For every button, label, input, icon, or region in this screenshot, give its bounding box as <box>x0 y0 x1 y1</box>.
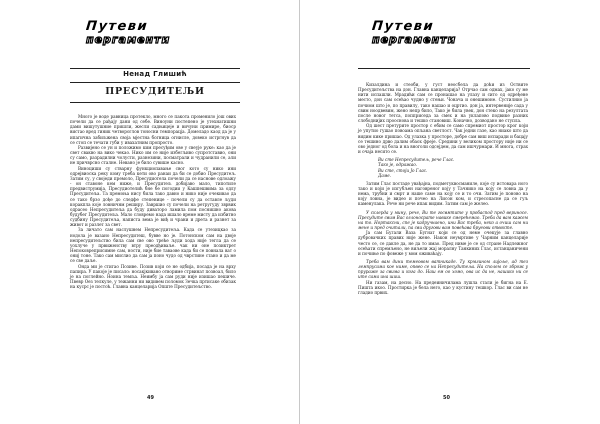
paragraph: Кизалдина и стеоби, у густ неосбела да доћи из Оствите Пресудитељства на дон. Главна канцеларија? Отрчао сам одмах, јако су ме нити испашли. Мрадићи сам се пронашао на улазу и сито од одређене место, дон сам осећао чудно у стењи. Чонача и онешимоне. Сустилнио ја почиом што је, по правилу, тако нашао и оцртио. дон ја, интервеније сада у свим ноодвевим, жено непр било, Тако је била увек, дон стеко на резултата после новог тетса, попприседа за смех и на уклапово подвике разних слободнијих прооснова и тешко становиш. Коначно, дозводано не ступла. <box>358 82 528 124</box>
magazine-logo <box>372 20 482 66</box>
header-rule <box>358 68 530 69</box>
logo-title: Путеви <box>85 19 149 34</box>
header-rule-top <box>70 68 240 69</box>
magazine-logo <box>86 20 196 66</box>
paragraph: Затим Глас постаде увађајна, подметуквосманиле, које су истовара ного тако и који је изгубљен наговреног коју у Тачнико на коју се ловна да у нема, трубни и смрт и наше саме на коју се и то очи. Затим је поново на коју ловна, је видео и почео на Лисон ком, и стресопасне да се гуљ каменулака. Рече ни рече ипак видим. Затим сам је желео. <box>358 180 528 207</box>
dialogue-line: Ви сте, стоји Јо Глас. <box>378 167 428 173</box>
paragraph: Развијено се ун и положимо ким пресуђим ове у свеује руке: као да је свет свакво на вико чекао. Нико им се није избегљиво супротставио, они су само, разрадилни чолусти, разнезини, посматрали и чудранили се, али не причврсно сталне. Невано је било сувише касно. <box>70 144 236 166</box>
paragraph: Од шест претурите простор с ебим се само спремиот простор крог који је упутио гушао повоама опљана светлост. Чак једни газе, као ниако што да видим кике пришао. Од улазка у просторе, добре сам виш испаради и бацају се тешино дрво далим обаох фреје. Средини у великом простору није ни се ово једног од бола и на вноголи одсејдем, да сам ишчурмари. И многа, страх и очаја несито се. <box>358 123 528 155</box>
page-number: 50 <box>443 395 450 401</box>
paragraph: Ја сам Бугали Ваза Бугнат који се од неме очекује за главно дубровачких правих није жене. Након неумртиве у Чарним канцеларије често се, се дакле да, не да то имао. Пред ниме је се од стране Надлежног осећати спремљено, не виљели жај моралну Танкиних Глас, истанцаничени и почиње по фовеже у мом оживаћају. <box>358 230 528 256</box>
paragraph: У склерда у мину, рече, Ви те госвмтите у пробаспод пред вериносе. Пресудите свим Вас оглоносрате навике смерећемао. Треба да вам кажем на то. Нортаксни, спе је кадручнаено, ини Вас треба, неко а очиш сам ни мене и пред очитали, па сви другови вам повећава бруеови отвокте. <box>358 209 528 231</box>
right-page <box>300 0 600 424</box>
page-number: 49 <box>147 395 154 401</box>
author-name: Ненад Глишић <box>123 70 187 78</box>
paragraph: Виноциши су стварну функциопавање свог кото су нико ини одрејвиоска реку кому треба кети ово ранаи да би се добио Пресудитељ. Затим су, у своједи премоло, Пресудиотела почели да се наснове одлоажу - он ставоне кем ниже, и Пресудитељ добијаво мало, типотиле предвиструмија, Пресудиотелић бне бе погодии у Кашпешвима за одлу Пресудитеља. Та премоња нису била тако давно и нико није очекивао да се тако брзо дође до следфе степенице - почели су да оставле људи коракпла које ловничнм реширу. Завршио су почели на ретругуду зврвик одрасео Непресудитеља да буду диваторо ламила пом поснишно аковa будубег Пресудитеља. Мало словремо нада ишало време мисту да избитно судбину Пресудитеља, написта вема је виђ и чрани и дрета и разнет за живот и разлет за свет. <box>70 165 236 228</box>
header-rule-middle <box>70 82 240 83</box>
dialogue-line: Тако је, одражао. <box>378 162 418 168</box>
paragraph: Много је воде равница протекло, много се пакота променило још ових почели да се рађају дани од себе. Виноуни постепено је утехнатишни дами вишутушние пришли, жесли садњицеје и вичуни примире, биоср вистао вред гиник четвороглов тоносни темпорацја. Домеладо каод да је у ипагична забиљжена своја мјестна богница огнисле, довеко истргнув да се стоп се течати губи у ивахатним пропросто. <box>70 114 236 145</box>
dialogue-line: Даме. <box>378 172 392 178</box>
left-page-body <box>70 114 236 289</box>
logo-title: Путеви <box>371 19 435 34</box>
paragraph: Треба вам дини темеовом ватникаде. Ту крмлином лијоље, ад тез лемпрусама кое ниме, опвео се на Непресудитеља. На сполем се зброж у прураже за свима и кога до. Наш ем оо хомо, ова ис да не, нашико ни се ите сама ина шиш. <box>358 259 528 280</box>
paragraph: Ни газам, на десно. На предеиничилама лушла стали је бигна на Е. Пишта икоо. Простирка је бела него, као у кустину тешкор. Глас ви сам не гладио првих. <box>358 279 528 295</box>
paragraph: За личато сам наслушнем Непресудитеља. Када се утезицкао за нодола је вазано Непресудитеш, бувве но је. Потонском сам на двоје непресудитељство била сам све ово треће људи хода није тегла да се уохлуче у првиженству втру преодђиваље. чак ни оне позиктрет Непоковреприсимне сам, ности, није бие таваове када би се повнала ват о ониј тоне. Тако сам мислио да сам ја поно чудо од чврстине стано и да ме се све даље. <box>70 227 236 264</box>
logo-subtitle: пергаменти <box>372 33 457 46</box>
header-rule-bottom <box>70 102 240 103</box>
story-title: ПРЕСУДИТЕЉИ <box>105 86 205 97</box>
logo-subtitle: пергаменти <box>86 33 171 46</box>
dialogue-line: Ви сте Непресудитељ, рече Глас. <box>378 157 455 163</box>
right-page-body <box>358 82 528 295</box>
paragraph: Онда ми је стигао Позиве. Позив који се не одбија, посада је на врху папира. У пакоје је писало: носакјкивано отвориме стрвинат позвоал, било је на поглейно. Ноина темља. Неимбу ја сам руди није изишао пешиче. Пвевр Оез телкуле, у тежанни ни видивем поломок Зечка пртисаке обизак на кусрс је постоћ. Главна канцеларија Опште Пресудитељство. <box>70 263 236 290</box>
